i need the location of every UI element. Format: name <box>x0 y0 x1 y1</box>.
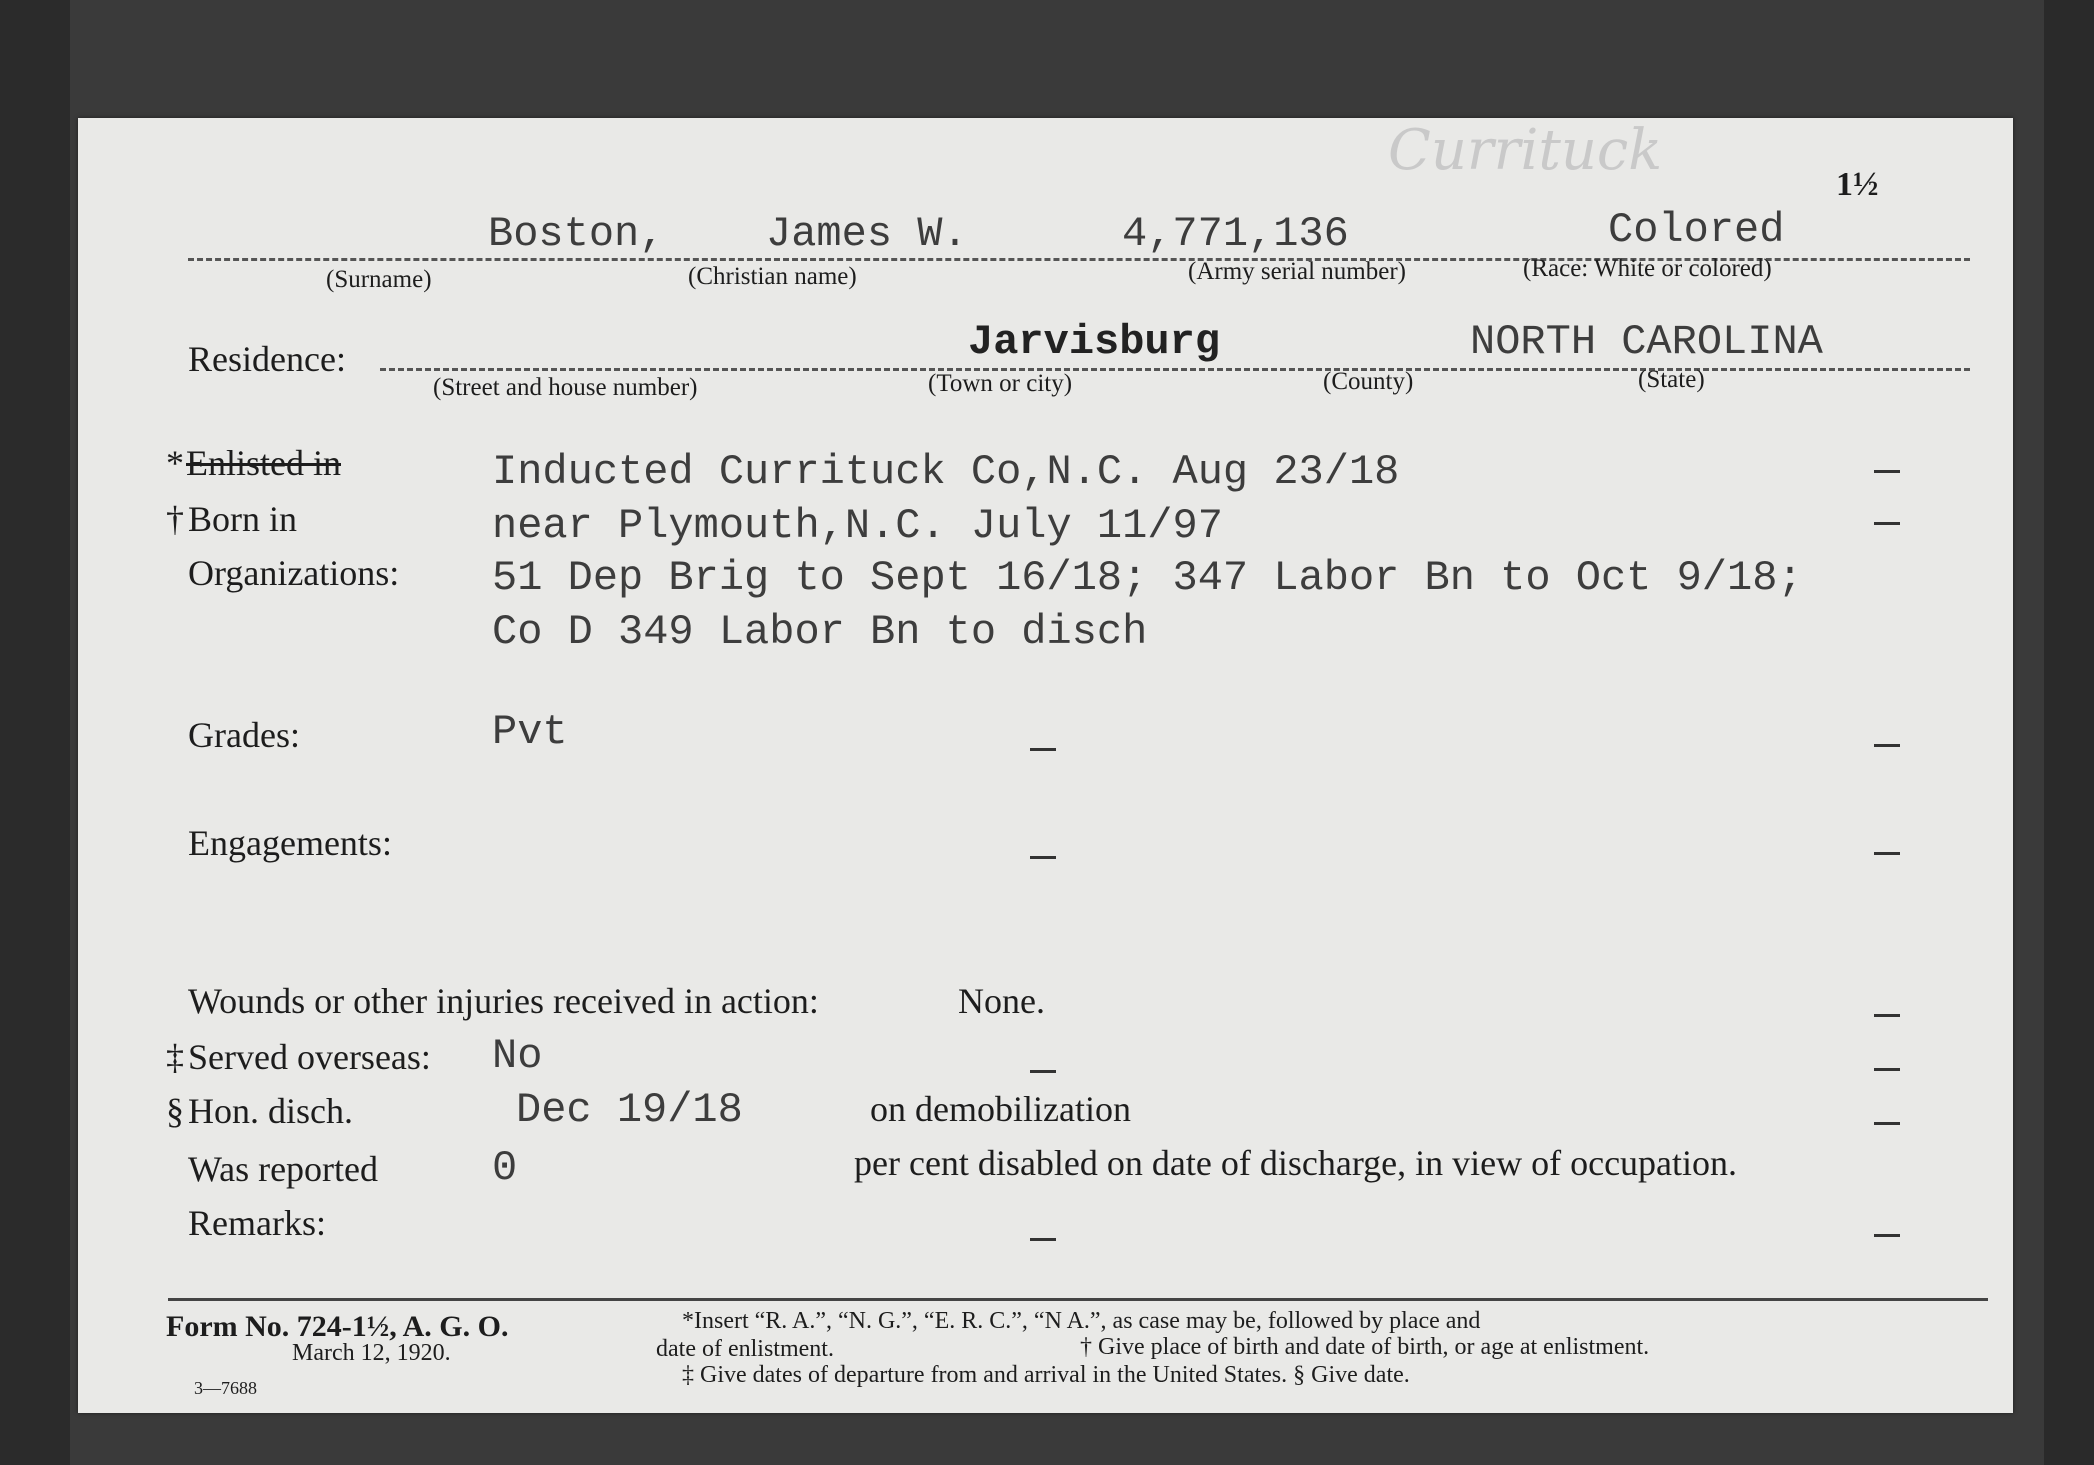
wounds-value: None. <box>958 981 1045 1021</box>
born-label: Born in <box>188 499 298 539</box>
town-label: (Town or city) <box>928 370 1073 397</box>
reported-suffix: per cent disabled on date of discharge, in view of occupation. <box>854 1143 1738 1183</box>
enlisted-label: Enlisted in <box>186 443 341 483</box>
discharge-dash <box>1874 1122 1900 1125</box>
race-value: Colored <box>1608 206 1785 254</box>
organizations-label: Organizations: <box>188 553 400 593</box>
grades-dash-mid <box>1030 748 1056 751</box>
street-label: (Street and house number) <box>433 374 698 401</box>
overseas-dash-mid <box>1030 1070 1056 1073</box>
remarks-label: Remarks: <box>188 1203 326 1243</box>
print-code: 3—7688 <box>194 1378 257 1398</box>
reported-label: Was reported <box>188 1149 379 1189</box>
grades-label: Grades: <box>188 715 300 755</box>
race-label: (Race: White or colored) <box>1523 255 1772 282</box>
form-number: Form No. 724-1½, A. G. O. <box>166 1310 509 1343</box>
residence-line-rule <box>380 368 1970 371</box>
county-label: (County) <box>1323 368 1414 395</box>
serial-number-label: (Army serial number) <box>1188 258 1406 285</box>
footnote-overseas: ‡ Give dates of departure from and arrival in the United States. § Give date. <box>682 1362 1410 1388</box>
discharge-marker: § <box>166 1091 184 1131</box>
footnote-birth: † Give place of birth and date of birth, or age at enlistment. <box>1080 1334 1650 1360</box>
pencil-annotation: Currituck <box>1388 118 1663 183</box>
scan-background-right <box>2044 0 2094 1465</box>
footnote-enlistment: *Insert “R. A.”, “N. G.”, “E. R. C.”, “N A.”, as case may be, followed by place and <box>682 1308 1481 1334</box>
serial-number-value: 4,771,136 <box>1122 210 1349 258</box>
overseas-value: No <box>492 1032 543 1080</box>
overseas-dash-right <box>1874 1068 1900 1071</box>
engagements-label: Engagements: <box>188 823 392 863</box>
reported-value: 0 <box>492 1144 518 1192</box>
christian-name-label: (Christian name) <box>688 263 857 290</box>
engagements-dash-mid <box>1030 856 1056 859</box>
town-value: Jarvisburg <box>968 318 1221 366</box>
organizations-line-2: Co D 349 Labor Bn to disch <box>492 608 1148 656</box>
surname-label: (Surname) <box>326 266 432 293</box>
enlisted-value: Inducted Currituck Co,N.C. Aug 23/18 <box>492 448 1400 496</box>
enlisted-marker: * <box>166 443 184 483</box>
wounds-dash <box>1874 1014 1900 1017</box>
discharge-label: Hon. disch. <box>188 1091 353 1131</box>
remarks-dash-mid <box>1030 1238 1056 1241</box>
surname-value: Boston, <box>488 210 665 258</box>
form-date: March 12, 1920. <box>292 1340 451 1366</box>
engagements-dash-right <box>1874 852 1900 855</box>
wounds-label: Wounds or other injuries received in action: <box>188 981 819 1021</box>
born-value: near Plymouth,N.C. July 11/97 <box>492 502 1223 550</box>
discharge-reason: on demobilization <box>870 1089 1131 1129</box>
enlisted-dash <box>1874 470 1900 473</box>
christian-name-value: James W. <box>766 210 968 258</box>
born-dash <box>1874 522 1900 525</box>
scan-background-left <box>0 0 70 1465</box>
overseas-label: Served overseas: <box>188 1037 431 1077</box>
grades-dash-right <box>1874 744 1900 747</box>
born-marker: † <box>166 499 184 539</box>
footnote-enlistment-cont: date of enlistment. <box>656 1336 834 1362</box>
remarks-dash-right <box>1874 1234 1900 1237</box>
organizations-line-1: 51 Dep Brig to Sept 16/18; 347 Labor Bn to Oct 9/18; <box>492 554 1803 602</box>
state-label: (State) <box>1638 366 1705 393</box>
state-value: NORTH CAROLINA <box>1470 318 1823 366</box>
service-record-card <box>78 118 2013 1413</box>
grades-value: Pvt <box>492 708 568 756</box>
overseas-marker: ‡ <box>166 1037 184 1077</box>
residence-label: Residence: <box>188 339 346 379</box>
corner-number: 1½ <box>1836 166 1879 203</box>
discharge-date: Dec 19/18 <box>516 1086 743 1134</box>
footer-rule <box>168 1298 1988 1301</box>
